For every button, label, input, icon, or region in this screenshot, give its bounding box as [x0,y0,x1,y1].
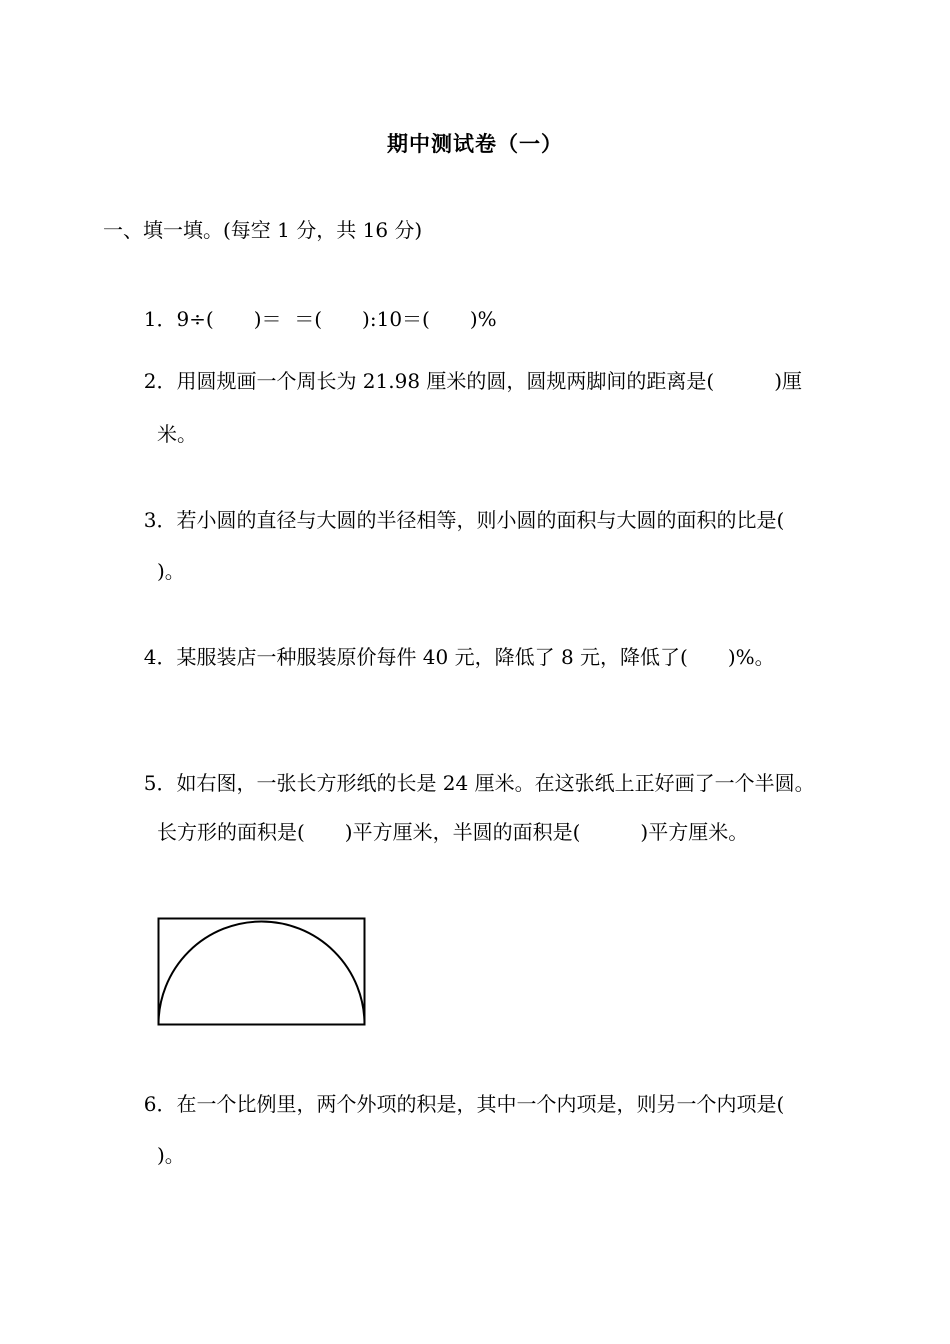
question-text: 用圆规画一个周长为 21.98 厘米的圆，圆规两脚间的距离是( )厘 [176,369,803,393]
question-text: 某服装店一种服装原价每件 40 元，降低了 8 元，降低了( )%。 [176,645,775,669]
question-3 [131,484,784,532]
question-text: 9÷( )＝ ＝( ):10＝( )% [176,307,497,331]
question-text: 在一个比例里，两个外项的积是，其中一个内项是，则另一个内项是( [176,1092,785,1116]
question-2 [131,345,802,393]
question-4 [131,621,775,669]
rectangle-semicircle-figure [157,917,366,1026]
question-5 [131,747,815,795]
question-number: 1． [143,307,177,331]
question-number: 3． [143,508,177,532]
question-6-continuation: )。 [157,1143,185,1167]
page-title: 期中测试卷（一） [387,131,563,156]
question-6 [131,1068,784,1116]
section-heading: 一、填一填。(每空 1 分，共 16 分) [103,218,423,242]
question-2-continuation: 米。 [157,422,197,446]
question-number: 6． [143,1092,177,1116]
question-3-continuation: )。 [157,559,185,583]
semicircle-arc [159,922,365,1025]
question-5-continuation: 长方形的面积是( )平方厘米，半圆的面积是( )平方厘米。 [157,820,749,844]
question-number: 4． [143,645,177,669]
question-1 [131,283,497,331]
question-text: 若小圆的直径与大圆的半径相等，则小圆的面积与大圆的面积的比是( [176,508,785,532]
question-number: 2． [143,369,177,393]
question-number: 5． [143,771,177,795]
rectangle-outline [159,919,365,1025]
question-text: 如右图，一张长方形纸的长是 24 厘米。在这张纸上正好画了一个半圆。 [176,771,815,795]
